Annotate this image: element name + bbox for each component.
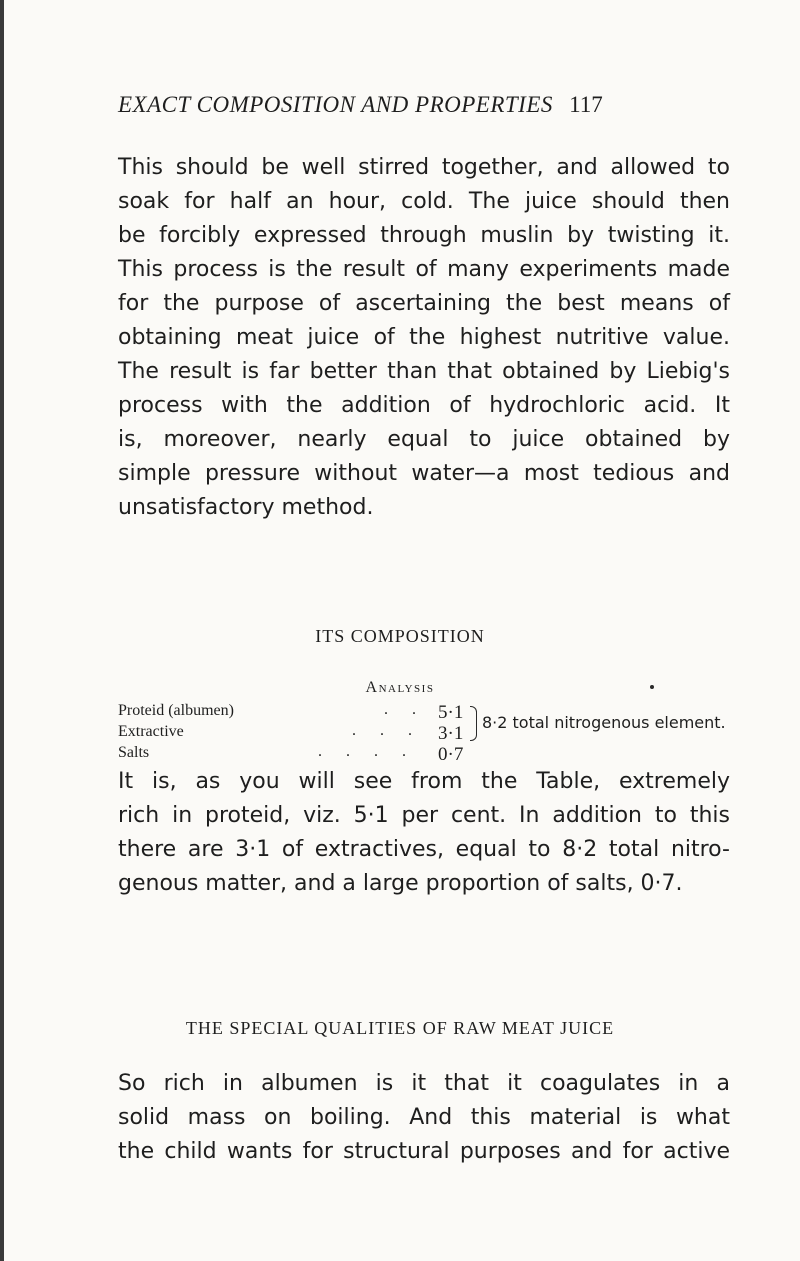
analysis-row-value: 5·1 [438,702,464,723]
text-line: there are 3·1 of extractives, equal to 8·2 total nitro- [118,837,730,862]
text-line: is, moreover, nearly equal to juice obtained by [118,427,730,452]
text-line: This process is the result of many experiments made [118,257,730,282]
analysis-row-value: 3·1 [438,723,464,744]
text-line: rich in proteid, viz. 5·1 per cent. In addition to this [118,803,730,828]
section-heading-composition: ITS COMPOSITION [315,626,485,646]
text-line: for the purpose of ascertaining the best means of [118,291,730,316]
text-line: It is, as you will see from the Table, extremely [118,769,730,794]
running-head-title: EXACT COMPOSITION AND PROPERTIES [118,92,553,117]
brace-note: 8·2 total nitrogenous element. [482,713,726,732]
page-number: 117 [569,92,603,117]
analysis-row-value: 0·7 [438,744,464,765]
analysis-row-name: Salts [118,744,150,761]
paragraph-table-commentary [118,765,730,901]
paragraph-special-qualities [118,1067,730,1169]
running-head [118,92,738,118]
analysis-row-name: Proteid (albumen) [118,702,234,719]
text-line: unsatisfactory method. [118,495,374,520]
leader-dots: . . [384,701,426,718]
text-line: process with the addition of hydrochloric acid. It [118,393,730,418]
text-line: obtaining meat juice of the highest nutritive value. [118,325,730,350]
text-line: soak for half an hour, cold. The juice should then [118,189,730,214]
text-line: simple pressure without water—a most tedious and [118,461,730,486]
text-line: So rich in albumen is it that it coagulates in a [118,1071,730,1096]
paragraph-intro [118,151,730,525]
text-line: This should be well stirred together, and allowed to [118,155,730,180]
text-line: genous matter, and a large proportion of salts, 0·7. [118,871,683,896]
print-speck [650,685,654,689]
leader-dots: . . . [352,722,422,739]
text-line: solid mass on boiling. And this material is what [118,1105,730,1130]
text-line: The result is far better than that obtained by Liebig's [118,359,730,384]
text-line: be forcibly expressed through muslin by twisting it. [118,223,730,248]
analysis-row-name: Extractive [118,723,184,740]
text-line: the child wants for structural purposes and for active [118,1139,730,1164]
leader-dots: . . . . [318,743,416,760]
right-brace [470,706,477,741]
subheading-analysis: Analysis [365,679,435,696]
section-heading-special-qualities: THE SPECIAL QUALITIES OF RAW MEAT JUICE [185,1018,615,1038]
